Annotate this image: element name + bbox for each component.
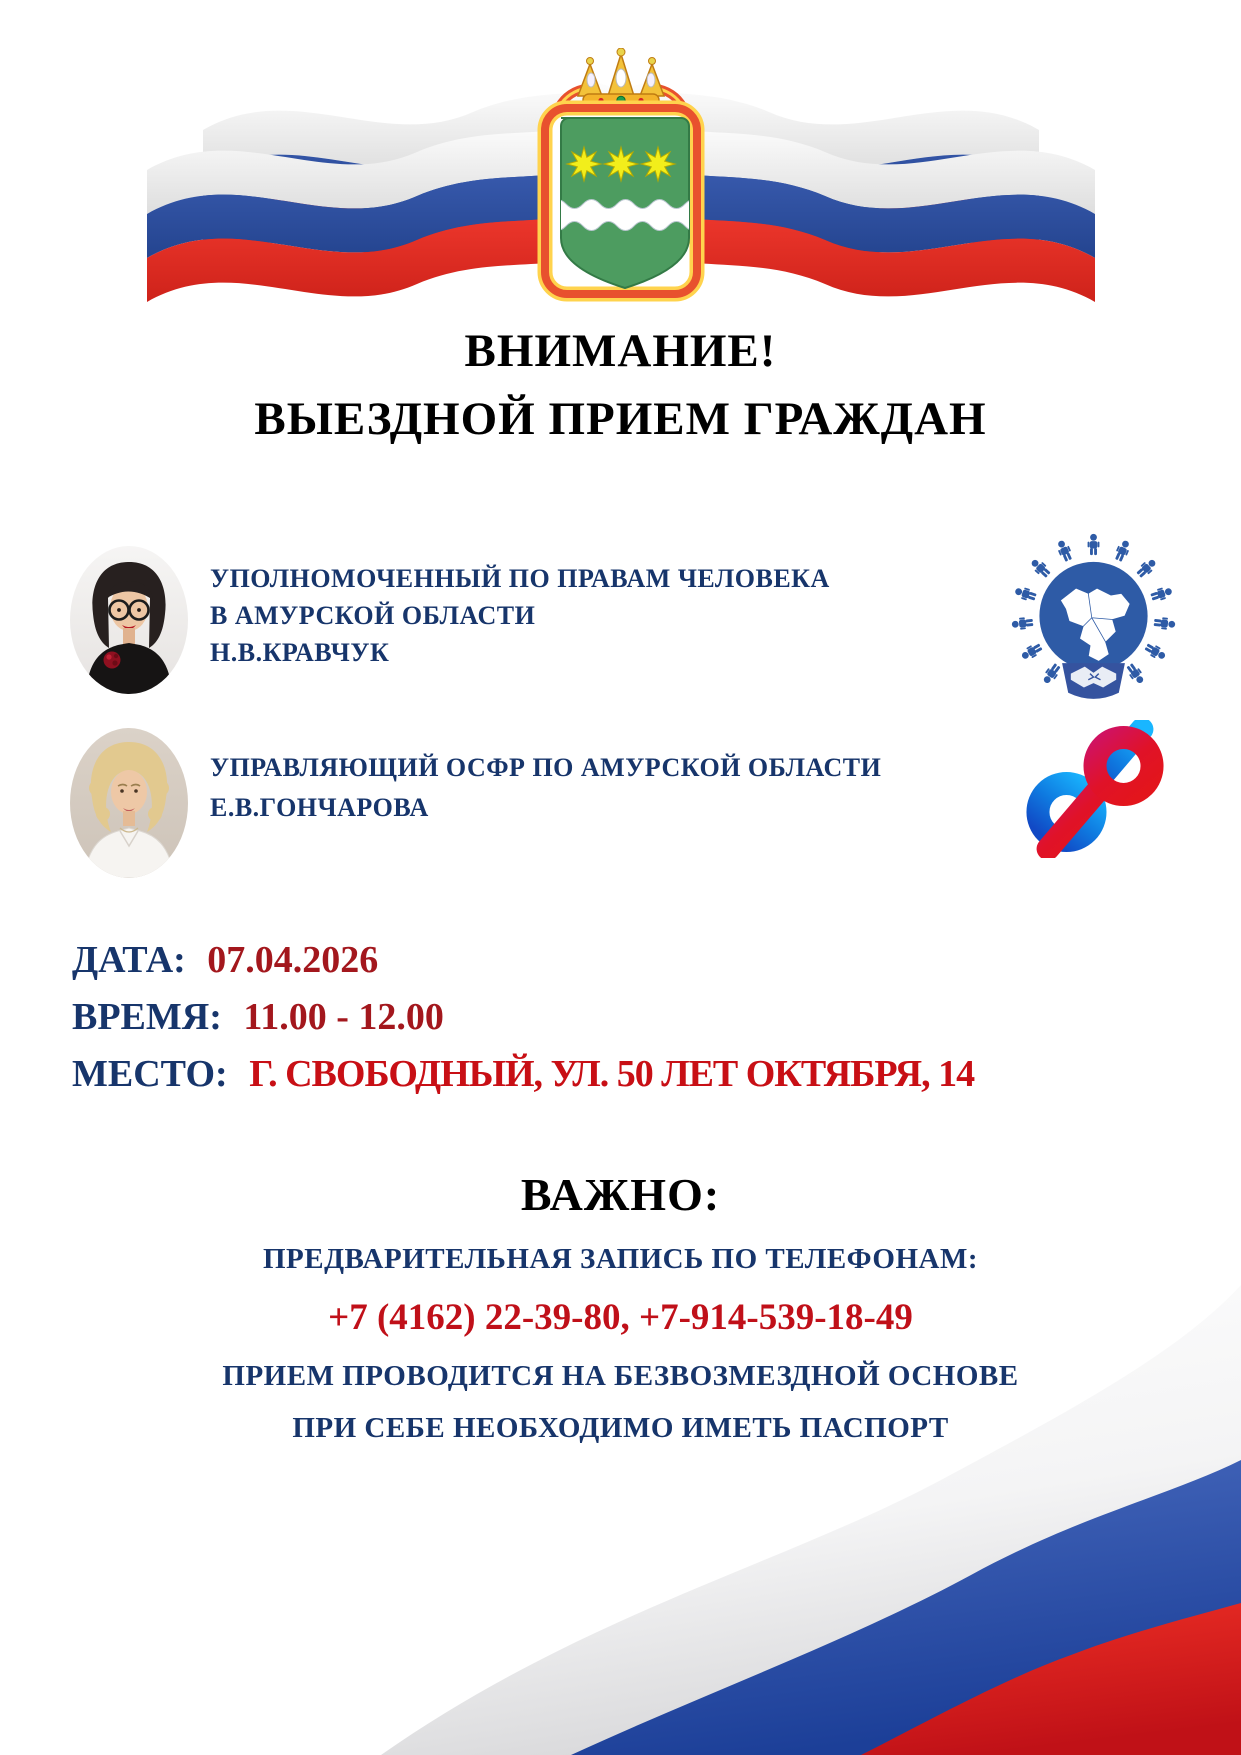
- date-value: 07.04.2026: [207, 939, 379, 981]
- official-1-caption: [210, 560, 830, 671]
- official-2-name: Е.В.ГОНЧАРОВА: [210, 793, 429, 822]
- header-flags-and-coat-of-arms: [141, 48, 1101, 306]
- official-2-role-line-1: УПРАВЛЯЮЩИЙ ОСФР ПО АМУРСКОЙ ОБЛАСТИ: [210, 753, 882, 782]
- official-1-role-line-1: УПОЛНОМОЧЕННЫЙ ПО ПРАВАМ ЧЕЛОВЕКА: [210, 564, 830, 593]
- portrait-woman-dark-hair-glasses: [70, 546, 188, 694]
- photo-manager-goncharova: [70, 728, 188, 878]
- ombudsman-logo: [1008, 522, 1186, 710]
- official-2-caption: [210, 748, 881, 828]
- passport-note: ПРИ СЕБЕ НЕОБХОДИМО ИМЕТЬ ПАСПОРТ: [292, 1412, 949, 1444]
- booking-instruction: ПРЕДВАРИТЕЛЬНАЯ ЗАПИСЬ ПО ТЕЛЕФОНАМ:: [262, 1243, 979, 1275]
- date-label: ДАТА:: [72, 939, 186, 981]
- place-label: МЕСТО:: [72, 1053, 228, 1095]
- detail-place: [72, 1046, 974, 1103]
- portrait-woman-blonde: [70, 728, 188, 878]
- place-value: Г. СВОБОДНЫЙ, УЛ. 50 ЛЕТ ОКТЯБРЯ, 14: [249, 1053, 975, 1095]
- important-heading: ВАЖНО:: [520, 1169, 721, 1220]
- shield-stars: [567, 147, 675, 181]
- photo-ombudsman-kravchuk: [70, 546, 188, 694]
- sfr-logo: [1005, 720, 1185, 858]
- phone-numbers: +7 (4162) 22-39-80, +7-914-539-18-49: [328, 1297, 913, 1338]
- detail-date: [72, 932, 974, 989]
- time-label: ВРЕМЯ:: [72, 996, 222, 1038]
- russian-flag-wave: [381, 1135, 1241, 1755]
- handshake-icon: [1062, 663, 1125, 699]
- detail-time: [72, 989, 974, 1046]
- free-of-charge-note: ПРИЕМ ПРОВОДИТСЯ НА БЕЗВОЗМЕЗДНОЙ ОСНОВЕ: [222, 1360, 1019, 1392]
- official-1-name: Н.В.КРАВЧУК: [210, 638, 390, 667]
- official-1-role-line-2: В АМУРСКОЙ ОБЛАСТИ: [210, 601, 536, 630]
- event-details: [72, 932, 974, 1103]
- poster-title-attention: ВНИМАНИЕ!: [464, 325, 777, 377]
- amur-coat-of-arms: [545, 48, 702, 294]
- time-value: 11.00 - 12.00: [243, 996, 444, 1038]
- poster-title-event: ВЫЕЗДНОЙ ПРИЕМ ГРАЖДАН: [254, 393, 987, 445]
